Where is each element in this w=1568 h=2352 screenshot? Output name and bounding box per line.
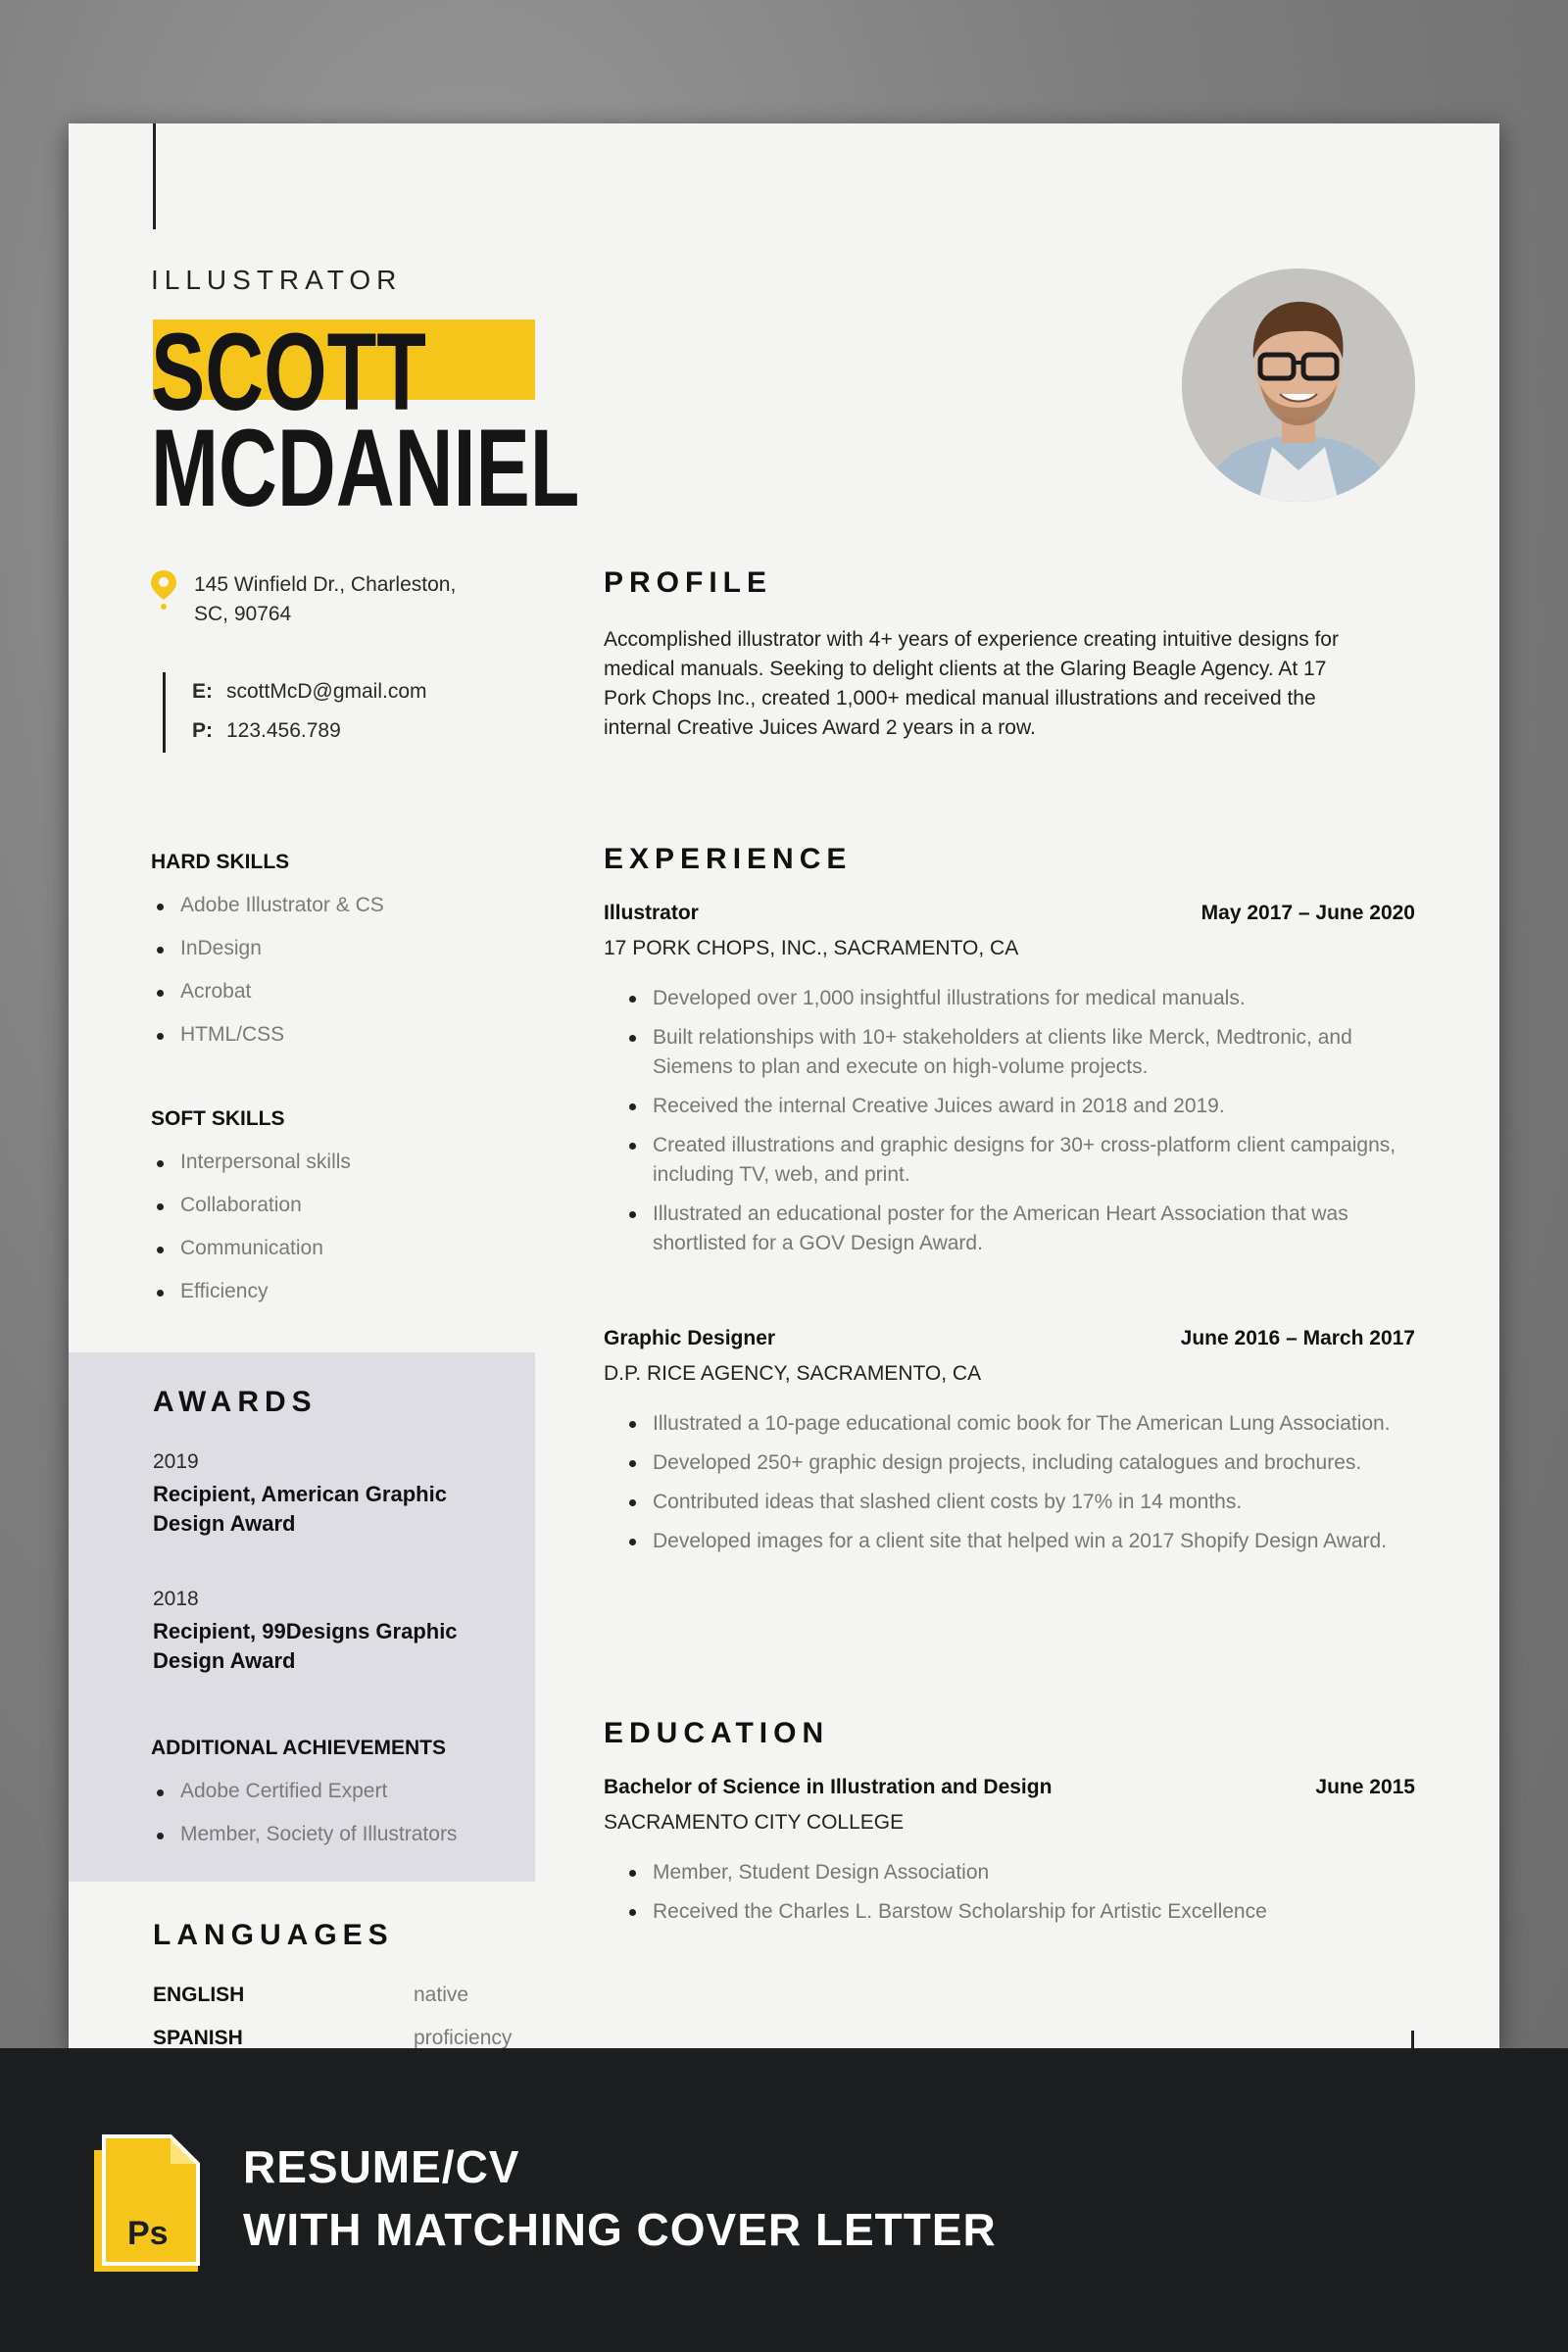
address-text — [194, 570, 517, 629]
list-item: Efficiency — [155, 1270, 351, 1313]
languages-heading: LANGUAGES — [153, 1919, 394, 1951]
soft-skills-list — [155, 1141, 351, 1313]
job-header — [604, 902, 1415, 925]
bottom-rule — [1411, 2031, 1414, 2048]
phone-line — [192, 719, 341, 743]
award-title: Recipient, American Graphic Design Award — [153, 1482, 447, 1536]
list-item: Adobe Illustrator & CS — [155, 884, 384, 927]
achievements-list — [155, 1770, 457, 1856]
hard-skills-list — [155, 884, 384, 1056]
list-item: Developed over 1,000 insightful illustrations for medical manuals. — [627, 984, 1401, 1013]
email-line — [192, 680, 427, 704]
list-item: Received the internal Creative Juices award in 2018 and 2019. — [627, 1092, 1401, 1121]
language-level: native — [414, 1984, 469, 2006]
list-item: Developed images for a client site that helped win a 2017 Shopify Design Award. — [627, 1527, 1401, 1556]
profile-heading: PROFILE — [604, 566, 773, 599]
profile-text: Accomplished illustrator with 4+ years of experience creating intuitive designs for medical manuals. Seeking to delight clients at the Glaring Beagle Agency. At 17 Pork Chops Inc., created 1,000+ medical manual illustrations and received the internal Creative Juices Award 2 years in a row. — [604, 628, 1339, 739]
award-title: Recipient, 99Designs Graphic Design Award — [153, 1619, 458, 1673]
list-item: Member, Student Design Association — [627, 1858, 1401, 1887]
list-item: HTML/CSS — [155, 1013, 384, 1056]
job-dates: June 2016 – March 2017 — [1180, 1327, 1415, 1349]
footer-line-2: WITH MATCHING COVER LETTER — [243, 2204, 997, 2255]
awards-heading: AWARDS — [153, 1386, 318, 1418]
education-bullets — [627, 1858, 1401, 1936]
job-header — [604, 1327, 1415, 1350]
list-item: Created illustrations and graphic designs for 30+ cross-platform client campaigns, including TV, web, and print. — [627, 1131, 1401, 1190]
degree-text: Bachelor of Science in Illustration and Design — [604, 1776, 1053, 1798]
promo-footer — [0, 2048, 1568, 2352]
phone-value[interactable]: 123.456.789 — [226, 719, 341, 742]
job-company: D.P. RICE AGENCY, SACRAMENTO, CA — [604, 1362, 982, 1385]
footer-line-1: RESUME/CV — [243, 2141, 520, 2192]
location-pin-icon — [151, 570, 176, 610]
language-name: SPANISH — [153, 2027, 243, 2048]
award-year: 2019 — [153, 1450, 199, 1473]
email-value[interactable]: scottMcD@gmail.com — [226, 680, 427, 703]
job-bullets — [627, 1409, 1401, 1566]
list-item: Communication — [155, 1227, 351, 1270]
list-item: Illustrated a 10-page educational comic book for The American Lung Association. — [627, 1409, 1401, 1439]
job-dates: May 2017 – June 2020 — [1200, 902, 1415, 924]
list-item: InDesign — [155, 927, 384, 970]
education-header — [604, 1776, 1415, 1799]
list-item: Contributed ideas that slashed client costs by 17% in 14 months. — [627, 1488, 1401, 1517]
job-title-text: Illustrator — [604, 902, 699, 924]
school-name: SACRAMENTO CITY COLLEGE — [604, 1811, 905, 1834]
list-item: Collaboration — [155, 1184, 351, 1227]
email-label: E: — [192, 680, 213, 703]
soft-skills-heading: SOFT SKILLS — [151, 1107, 285, 1130]
address-line-1: 145 Winfield Dr., Charleston, — [194, 573, 457, 596]
job-title-text: Graphic Designer — [604, 1327, 776, 1349]
language-level: proficiency — [414, 2027, 513, 2048]
list-item: Received the Charles L. Barstow Scholarship for Artistic Excellence — [627, 1897, 1401, 1927]
experience-heading: EXPERIENCE — [604, 843, 853, 875]
photoshop-file-icon — [88, 2131, 204, 2278]
achievements-heading: ADDITIONAL ACHIEVEMENTS — [151, 1737, 447, 1759]
list-item: Member, Society of Illustrators — [155, 1813, 457, 1856]
phone-label: P: — [192, 719, 213, 742]
first-name: SCOTT — [151, 311, 426, 433]
list-item: Built relationships with 10+ stakeholders at clients like Merck, Medtronic, and Siemens to plan and execute on high-volume projects. — [627, 1023, 1401, 1082]
education-heading: EDUCATION — [604, 1717, 830, 1749]
avatar — [1182, 269, 1415, 502]
job-company: 17 PORK CHOPS, INC., SACRAMENTO, CA — [604, 937, 1019, 959]
avatar-portrait-icon — [1182, 269, 1415, 502]
icon-label: Ps — [127, 2215, 169, 2252]
list-item: Adobe Certified Expert — [155, 1770, 457, 1813]
job-title: ILLUSTRATOR — [151, 265, 403, 295]
hard-skills-heading: HARD SKILLS — [151, 851, 290, 873]
contact-divider — [163, 672, 166, 753]
award-year: 2018 — [153, 1588, 199, 1610]
last-name: MCDANIEL — [151, 407, 580, 529]
education-date: June 2015 — [1315, 1776, 1415, 1798]
resume-sheet — [69, 123, 1499, 2048]
job-bullets — [627, 984, 1401, 1268]
list-item: Interpersonal skills — [155, 1141, 351, 1184]
list-item: Acrobat — [155, 970, 384, 1013]
top-rule — [153, 123, 156, 229]
language-name: ENGLISH — [153, 1984, 245, 2006]
address-line-2: SC, 90764 — [194, 603, 292, 625]
list-item: Developed 250+ graphic design projects, including catalogues and brochures. — [627, 1448, 1401, 1478]
list-item: Illustrated an educational poster for the American Heart Association that was shortlisted for a GOV Design Award. — [627, 1200, 1401, 1258]
